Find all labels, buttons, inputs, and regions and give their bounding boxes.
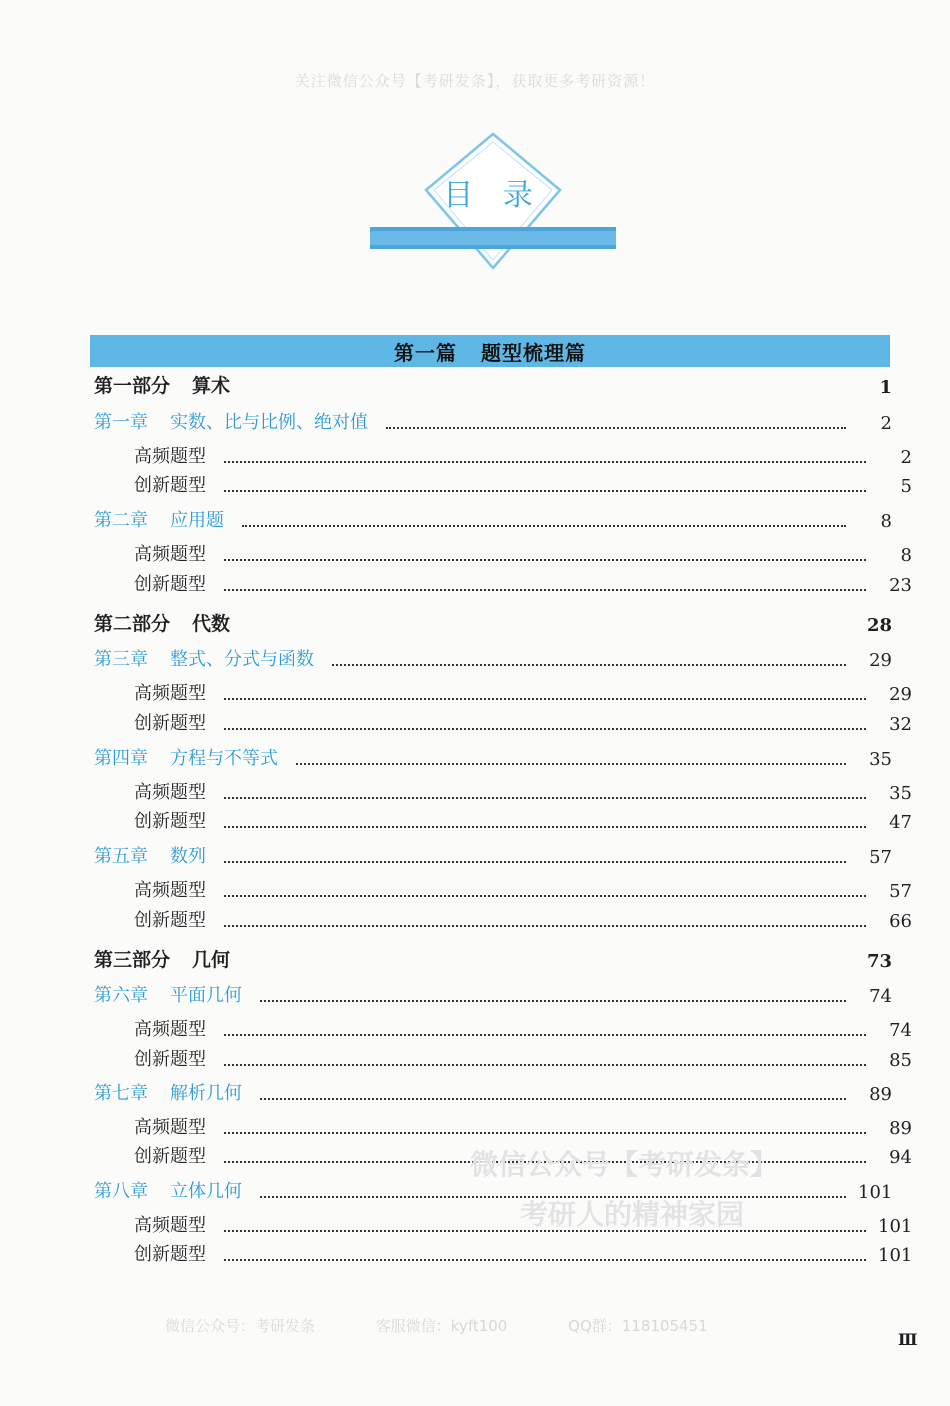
toc-sub-label xyxy=(134,906,206,932)
toc-sub-row[interactable] xyxy=(114,1045,912,1071)
toc-page-number: 8 xyxy=(880,511,892,532)
dot-leader xyxy=(224,1132,866,1134)
toc-page-number: 74 xyxy=(869,986,892,1007)
bottom-watermark-qq: QQ群：118105451 xyxy=(568,1317,708,1335)
toc-chapter-title: 立体几何 xyxy=(170,1181,242,1202)
big-watermark-line-1: 微信公众号【考研发条】 xyxy=(470,1148,779,1181)
toc-page-number: 2 xyxy=(880,413,892,434)
toc-part-title: 算术 xyxy=(192,375,231,397)
toc-chapter-title: 解析几何 xyxy=(170,1083,242,1104)
toc-sub-title: 高频题型 xyxy=(134,544,206,565)
toc-chapter-number: 第三章 xyxy=(94,649,148,670)
toc-page-number: 101 xyxy=(878,1245,913,1266)
toc-chapter-number: 第八章 xyxy=(94,1181,148,1202)
toc-part-number: 第三部分 xyxy=(94,949,171,971)
toc-sub-row[interactable] xyxy=(114,807,912,833)
toc-sub-title: 创新题型 xyxy=(134,475,206,496)
toc-sub-row[interactable] xyxy=(114,1015,912,1041)
toc-sub-label xyxy=(134,1240,206,1266)
toc-sub-title: 高频题型 xyxy=(134,782,206,803)
toc-chapter-number: 第七章 xyxy=(94,1083,148,1104)
toc-part-number: 第一部分 xyxy=(94,375,171,397)
toc-page-number: 35 xyxy=(869,749,892,770)
toc-sub-row[interactable] xyxy=(114,570,912,596)
toc-page-number: 74 xyxy=(889,1020,912,1041)
toc-part-row[interactable] xyxy=(94,372,892,398)
toc-sub-label xyxy=(134,1211,206,1237)
dot-leader xyxy=(224,461,866,463)
toc-sub-row[interactable] xyxy=(114,709,912,735)
toc-chapter-title: 方程与不等式 xyxy=(170,748,278,769)
dot-leader xyxy=(332,664,846,666)
toc-part-row[interactable] xyxy=(94,610,892,636)
toc-chapter-row[interactable] xyxy=(94,744,892,770)
toc-chapter-label xyxy=(94,744,278,770)
section-bar-part: 第一篇 xyxy=(394,340,457,365)
dot-leader xyxy=(296,763,846,765)
dot-leader xyxy=(224,925,866,927)
toc-part-label xyxy=(94,945,230,972)
bottom-watermark-service: 客服微信：kyft100 xyxy=(375,1317,508,1335)
dot-leader xyxy=(260,1098,846,1100)
dot-leader xyxy=(224,728,866,730)
toc-page-number: 29 xyxy=(889,684,912,705)
toc-page-number: 57 xyxy=(869,847,892,868)
toc-sub-row[interactable] xyxy=(114,442,912,468)
toc-page-number: 5 xyxy=(900,476,912,497)
toc-sub-label xyxy=(134,807,206,833)
toc-sub-title: 创新题型 xyxy=(134,910,206,931)
toc-sub-row[interactable] xyxy=(114,679,912,705)
dot-leader xyxy=(386,427,846,429)
dot-leader xyxy=(224,1034,866,1036)
toc-sub-label xyxy=(134,679,206,705)
toc-sub-label xyxy=(134,1015,206,1041)
toc-sub-label xyxy=(134,876,206,902)
toc-sub-title: 高频题型 xyxy=(134,1019,206,1040)
toc-chapter-row[interactable] xyxy=(94,645,892,671)
toc-chapter-label xyxy=(94,645,314,671)
toc-sub-title: 创新题型 xyxy=(134,1244,206,1265)
section-bar xyxy=(90,335,890,367)
toc-chapter-title: 数列 xyxy=(170,846,206,867)
toc-part-label xyxy=(94,609,230,636)
toc-page-number: 28 xyxy=(866,615,892,636)
toc-chapter-label xyxy=(94,506,224,532)
toc-sub-row[interactable] xyxy=(114,1113,912,1139)
toc-page-number: 89 xyxy=(869,1084,892,1105)
toc-page-number: 47 xyxy=(889,812,912,833)
dot-leader xyxy=(224,826,866,828)
toc-part-title: 代数 xyxy=(192,613,231,635)
toc-sub-row[interactable] xyxy=(114,906,912,932)
dot-leader xyxy=(224,589,866,591)
toc-sub-title: 创新题型 xyxy=(134,574,206,595)
section-bar-title: 题型梳理篇 xyxy=(481,340,586,365)
toc-sub-row[interactable] xyxy=(114,876,912,902)
toc-sub-label xyxy=(134,442,206,468)
toc-sub-label xyxy=(134,540,206,566)
toc-chapter-label xyxy=(94,1177,242,1203)
toc-page-number: 101 xyxy=(858,1182,893,1203)
toc-part-title: 几何 xyxy=(192,949,231,971)
toc-sub-label xyxy=(134,1045,206,1071)
page-number: Ⅲ xyxy=(898,1330,918,1349)
toc-page-number: 35 xyxy=(889,783,912,804)
toc-page-number: 66 xyxy=(889,911,912,932)
big-watermark-line-2: 考研人的精神家园 xyxy=(520,1198,745,1231)
dot-leader xyxy=(224,559,866,561)
dot-leader xyxy=(224,895,866,897)
toc-sub-label xyxy=(134,778,206,804)
toc-chapter-title: 平面几何 xyxy=(170,985,242,1006)
toc-sub-label xyxy=(134,1113,206,1139)
toc-sub-title: 高频题型 xyxy=(134,446,206,467)
dot-leader xyxy=(224,797,866,799)
toc-sub-title: 高频题型 xyxy=(134,1215,206,1236)
toc-sub-title: 创新题型 xyxy=(134,1146,206,1167)
toc-page-number: 1 xyxy=(879,377,892,398)
toc-sub-title: 高频题型 xyxy=(134,880,206,901)
toc-page-number: 23 xyxy=(889,575,912,596)
toc-chapter-title: 实数、比与比例、绝对值 xyxy=(170,412,368,433)
dot-leader xyxy=(242,525,846,527)
toc-sub-row[interactable] xyxy=(114,471,912,497)
big-watermark xyxy=(470,1140,850,1240)
toc-chapter-number: 第六章 xyxy=(94,985,148,1006)
toc-chapter-label xyxy=(94,842,206,868)
dot-leader xyxy=(260,1000,846,1002)
toc-chapter-number: 第五章 xyxy=(94,846,148,867)
dot-leader xyxy=(224,1259,866,1261)
toc-chapter-label xyxy=(94,408,368,434)
toc-chapter-row[interactable] xyxy=(94,981,892,1007)
toc-chapter-label xyxy=(94,1079,242,1105)
toc-part-number: 第二部分 xyxy=(94,613,171,635)
dot-leader xyxy=(224,1064,866,1066)
toc-chapter-row[interactable] xyxy=(94,408,892,434)
toc-chapter-number: 第四章 xyxy=(94,748,148,769)
bottom-watermark-wechat: 微信公众号：考研发条 xyxy=(165,1317,316,1335)
page-title: 目 录 xyxy=(443,178,543,213)
toc-page-number: 32 xyxy=(889,714,912,735)
toc-page-number: 29 xyxy=(869,650,892,671)
toc-chapter-title: 应用题 xyxy=(170,510,224,531)
toc-chapter-row[interactable] xyxy=(94,506,892,532)
dot-leader xyxy=(224,490,866,492)
toc-chapter-title: 整式、分式与函数 xyxy=(170,649,314,670)
toc-sub-label xyxy=(134,570,206,596)
bottom-watermark xyxy=(165,1315,865,1336)
toc-page-number: 89 xyxy=(889,1118,912,1139)
toc-page-number: 2 xyxy=(900,447,912,468)
toc-sub-title: 高频题型 xyxy=(134,683,206,704)
toc-sub-title: 创新题型 xyxy=(134,811,206,832)
toc-sub-title: 创新题型 xyxy=(134,1049,206,1070)
toc-page-number: 73 xyxy=(866,951,892,972)
toc-sub-row[interactable] xyxy=(114,1240,912,1266)
toc-page-number: 85 xyxy=(889,1050,912,1071)
dot-leader xyxy=(224,861,846,863)
toc-page-number: 101 xyxy=(878,1216,913,1237)
toc-part-row[interactable] xyxy=(94,946,892,972)
dot-leader xyxy=(224,698,866,700)
toc-sub-label xyxy=(134,1142,206,1168)
toc-page-number: 94 xyxy=(889,1147,912,1168)
toc-sub-row[interactable] xyxy=(114,540,912,566)
toc-sub-title: 高频题型 xyxy=(134,1117,206,1138)
toc-chapter-label xyxy=(94,981,242,1007)
toc-chapter-number: 第二章 xyxy=(94,510,148,531)
top-watermark: 关注微信公众号【考研发条】，获取更多考研资源！ xyxy=(294,72,656,90)
toc-sub-row[interactable] xyxy=(114,778,912,804)
toc-chapter-row[interactable] xyxy=(94,842,892,868)
toc-chapter-number: 第一章 xyxy=(94,412,148,433)
toc-sub-title: 创新题型 xyxy=(134,713,206,734)
toc-chapter-row[interactable] xyxy=(94,1079,892,1105)
toc-sub-label xyxy=(134,709,206,735)
toc-part-label xyxy=(94,371,230,398)
toc-sub-label xyxy=(134,471,206,497)
toc-page-number: 8 xyxy=(900,545,912,566)
toc-page-number: 57 xyxy=(889,881,912,902)
